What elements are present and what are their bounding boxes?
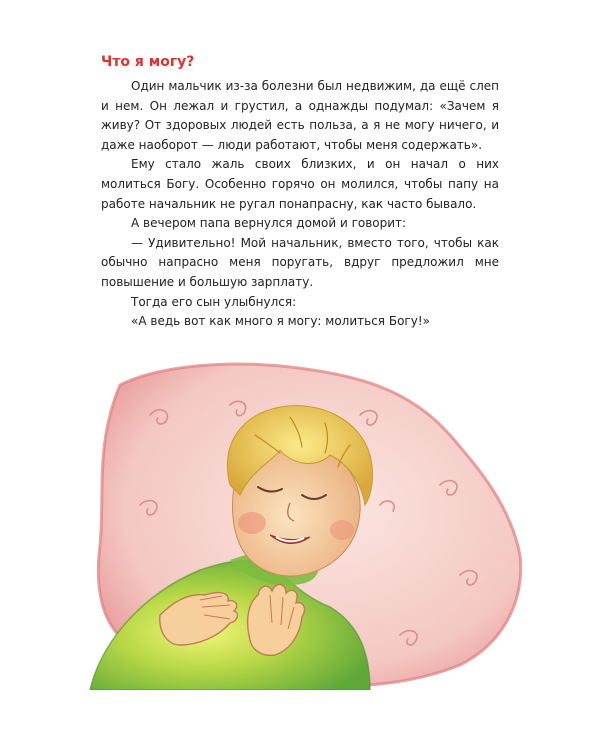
story-paragraph: Тогда его сын улыбнулся: bbox=[131, 294, 297, 309]
story-paragraph: Ему стало жаль своих близких, и он начал о них молиться Богу. Особенно горячо он молился, чтобы папу на работе начальник не ругал понапрасну, как часто бывало. bbox=[101, 157, 499, 211]
story-paragraph: «А ведь вот как много я могу: молиться Богу!» bbox=[131, 314, 430, 329]
story-paragraph: — Удивительно! Мой начальник, вместо того, чтобы как обычно напрасно меня поругать, вдруг предложил мне повышение и большую зарплату. bbox=[101, 235, 499, 289]
story-title: Что я могу? bbox=[101, 54, 195, 70]
story-paragraph: А вечером папа вернулся домой и говорит: bbox=[131, 216, 407, 231]
left-cheek bbox=[238, 512, 266, 534]
right-cheek bbox=[330, 520, 354, 540]
sleeping-boy-illustration bbox=[80, 345, 530, 690]
story-body bbox=[101, 77, 499, 332]
story-paragraph: Один мальчик из-за болезни был недвижим, да ещё слеп и нем. Он лежал и грустил, а однажды подумал: «Зачем я живу? От здоровых людей есть польза, а я не могу ничего, и даже наоборот — люди работают, чтобы меня содержать». bbox=[101, 79, 499, 152]
